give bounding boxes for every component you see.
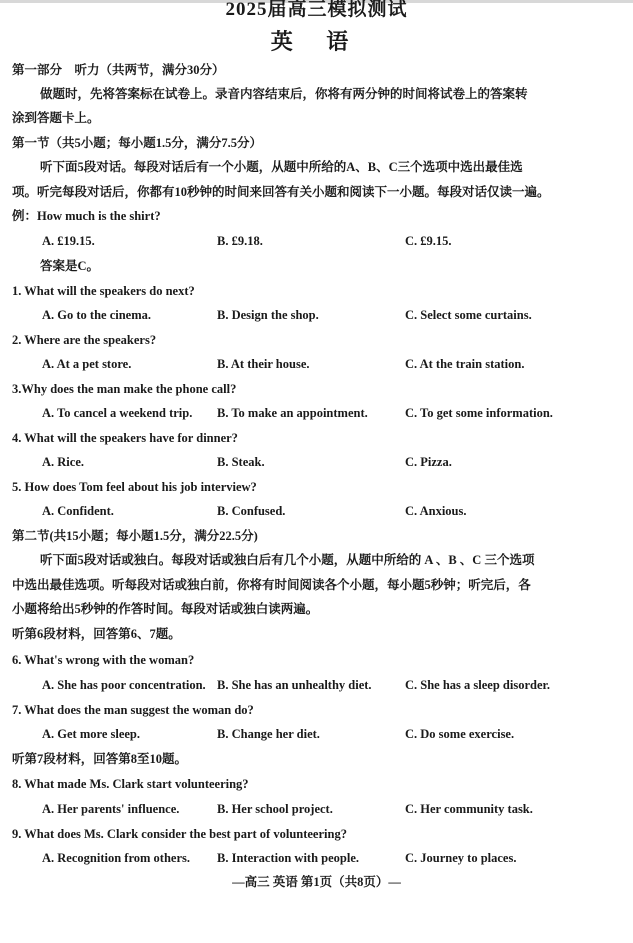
exam-title: 2025届高三模拟测试	[225, 0, 408, 20]
example-answer: 答案是C。	[40, 259, 100, 273]
option-c: C. Her community task.	[405, 802, 533, 816]
option-c: C. Do some exercise.	[405, 727, 515, 741]
option-b: B. At their house.	[217, 357, 310, 371]
question: 6. What's wrong with the woman?	[12, 653, 195, 667]
option-a: A. Rice.	[42, 455, 84, 469]
subject-title: 英 语	[270, 29, 363, 54]
section1-intro: 听下面5段对话。每段对话后有一个小题，从题中所给的A、B、C三个选项中选出最佳选	[40, 160, 523, 174]
option-c: C. Select some curtains.	[405, 308, 532, 322]
part1-intro: 涂到答题卡上。	[12, 111, 100, 125]
question: 2. Where are the speakers?	[12, 333, 157, 347]
option-a: A. To cancel a weekend trip.	[42, 406, 193, 420]
option-b: B. Steak.	[217, 455, 265, 469]
option-b: B. She has an unhealthy diet.	[217, 678, 372, 692]
material-instruction: 听第7段材料，回答第8至10题。	[12, 752, 188, 766]
section1-intro: 项。听完每段对话后，你都有10秒钟的时间来回答有关小题和阅读下一小题。每段对话仅读一遍。	[12, 185, 550, 199]
part1-heading: 第一部分 听力（共两节，满分30分）	[12, 63, 225, 77]
question: 5. How does Tom feel about his job interview?	[12, 480, 257, 494]
option-a: A. Her parents' influence.	[42, 802, 180, 816]
option-b: B. £9.18.	[217, 234, 263, 248]
option-c: C. To get some information.	[405, 406, 553, 420]
option-a: A. Confident.	[42, 504, 114, 518]
option-a: A. She has poor concentration.	[42, 678, 206, 692]
option-c: C. Pizza.	[405, 455, 452, 469]
question: 1. What will the speakers do next?	[12, 284, 195, 298]
option-b: B. Change her diet.	[217, 727, 320, 741]
option-a: A. Get more sleep.	[42, 727, 141, 741]
material-instruction: 听第6段材料，回答第6、7题。	[12, 627, 181, 641]
section2-intro: 听下面5段对话或独白。每段对话或独白后有几个小题，从题中所给的 A 、B 、C 三个选项	[40, 553, 535, 567]
question: 7. What does the man suggest the woman do?	[12, 703, 254, 717]
question: 9. What does Ms. Clark consider the best part of volunteering?	[12, 827, 347, 841]
section2-heading: 第二节(共15小题；每小题1.5分，满分22.5分)	[12, 529, 258, 543]
option-b: B. Interaction with people.	[217, 851, 360, 865]
question: 8. What made Ms. Clark start volunteering?	[12, 777, 249, 791]
option-c: C. At the train station.	[405, 357, 525, 371]
option-b: B. Design the shop.	[217, 308, 319, 322]
option-c: C. Anxious.	[405, 504, 467, 518]
option-b: B. Confused.	[217, 504, 286, 518]
question: 4. What will the speakers have for dinner?	[12, 431, 238, 445]
option-a: A. Recognition from others.	[42, 851, 191, 865]
example-question: 例：How much is the shirt?	[12, 209, 161, 223]
section2-intro: 中选出最佳选项。听每段对话或独白前，你将有时间阅读各个小题，每小题5秒钟；听完后，各	[12, 578, 531, 592]
page-footer: —高三 英语 第1页（共8页）—	[232, 875, 401, 889]
option-c: C. She has a sleep disorder.	[405, 678, 551, 692]
option-a: A. Go to the cinema.	[42, 308, 152, 322]
part1-intro: 做题时，先将答案标在试卷上。录音内容结束后，你将有两分钟的时间将试卷上的答案转	[40, 87, 528, 101]
section1-heading: 第一节（共5小题；每小题1.5分，满分7.5分）	[12, 136, 263, 150]
question: 3.Why does the man make the phone call?	[12, 382, 237, 396]
section2-intro: 小题将给出5秒钟的作答时间。每段对话或独白读两遍。	[12, 602, 319, 616]
option-b: B. Her school project.	[217, 802, 333, 816]
option-c: C. Journey to places.	[405, 851, 517, 865]
option-b: B. To make an appointment.	[217, 406, 368, 420]
option-a: A. £19.15.	[42, 234, 95, 248]
option-a: A. At a pet store.	[42, 357, 132, 371]
option-c: C. £9.15.	[405, 234, 452, 248]
